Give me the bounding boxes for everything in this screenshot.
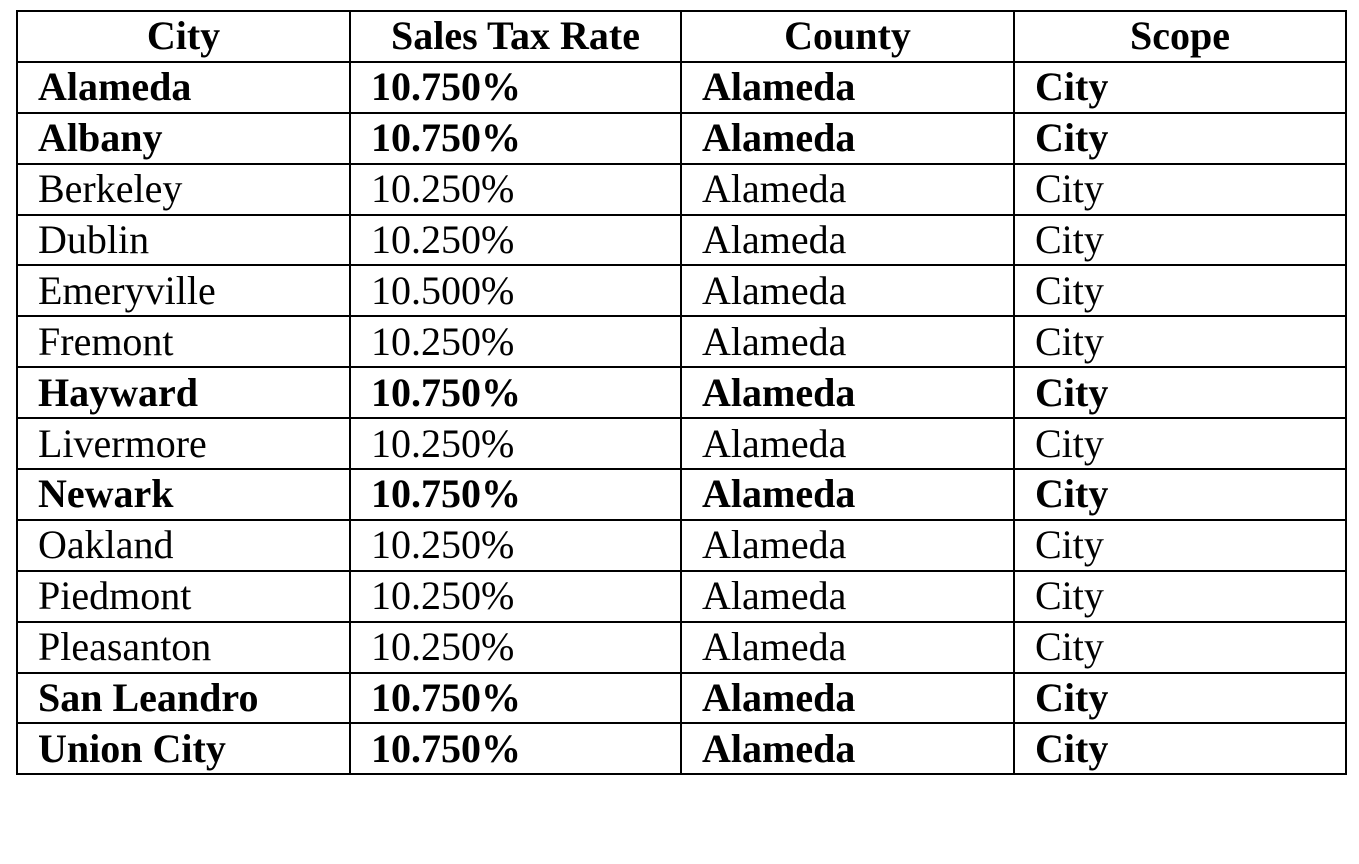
cell-scope: City: [1014, 520, 1346, 571]
header-county: County: [681, 11, 1014, 62]
cell-sales-tax-rate: 10.250%: [350, 571, 681, 622]
table-row: [17, 62, 1346, 113]
table-row: [17, 113, 1346, 164]
cell-scope: City: [1014, 469, 1346, 520]
cell-sales-tax-rate: 10.250%: [350, 520, 681, 571]
table-row: [17, 164, 1346, 215]
cell-sales-tax-rate: 10.750%: [350, 367, 681, 418]
cell-county: Alameda: [681, 520, 1014, 571]
table-header: [17, 11, 1346, 62]
table-row: [17, 571, 1346, 622]
table-body: [17, 62, 1346, 774]
cell-scope: City: [1014, 215, 1346, 266]
cell-city: Dublin: [17, 215, 350, 266]
table-row: [17, 622, 1346, 673]
cell-scope: City: [1014, 367, 1346, 418]
cell-county: Alameda: [681, 622, 1014, 673]
cell-city: San Leandro: [17, 673, 350, 724]
table-row: [17, 469, 1346, 520]
cell-county: Alameda: [681, 164, 1014, 215]
cell-city: Oakland: [17, 520, 350, 571]
table-row: [17, 265, 1346, 316]
cell-county: Alameda: [681, 571, 1014, 622]
cell-sales-tax-rate: 10.250%: [350, 164, 681, 215]
cell-county: Alameda: [681, 418, 1014, 469]
header-row: [17, 11, 1346, 62]
header-scope: Scope: [1014, 11, 1346, 62]
cell-city: Alameda: [17, 62, 350, 113]
cell-sales-tax-rate: 10.500%: [350, 265, 681, 316]
cell-city: Fremont: [17, 316, 350, 367]
sales-tax-table: [16, 10, 1347, 775]
cell-city: Berkeley: [17, 164, 350, 215]
table-row: [17, 520, 1346, 571]
cell-scope: City: [1014, 571, 1346, 622]
cell-county: Alameda: [681, 469, 1014, 520]
table-row: [17, 215, 1346, 266]
cell-scope: City: [1014, 418, 1346, 469]
cell-city: Piedmont: [17, 571, 350, 622]
cell-sales-tax-rate: 10.750%: [350, 113, 681, 164]
cell-city: Livermore: [17, 418, 350, 469]
cell-scope: City: [1014, 723, 1346, 774]
header-sales-tax-rate: Sales Tax Rate: [350, 11, 681, 62]
cell-scope: City: [1014, 673, 1346, 724]
header-city: City: [17, 11, 350, 62]
cell-scope: City: [1014, 316, 1346, 367]
cell-county: Alameda: [681, 215, 1014, 266]
cell-scope: City: [1014, 622, 1346, 673]
cell-county: Alameda: [681, 62, 1014, 113]
cell-sales-tax-rate: 10.250%: [350, 316, 681, 367]
table-row: [17, 367, 1346, 418]
cell-sales-tax-rate: 10.250%: [350, 418, 681, 469]
cell-sales-tax-rate: 10.750%: [350, 469, 681, 520]
cell-county: Alameda: [681, 113, 1014, 164]
cell-scope: City: [1014, 62, 1346, 113]
cell-county: Alameda: [681, 673, 1014, 724]
cell-county: Alameda: [681, 367, 1014, 418]
table-row: [17, 418, 1346, 469]
table-row: [17, 673, 1346, 724]
table-row: [17, 316, 1346, 367]
cell-city: Albany: [17, 113, 350, 164]
cell-sales-tax-rate: 10.250%: [350, 215, 681, 266]
cell-city: Hayward: [17, 367, 350, 418]
cell-city: Newark: [17, 469, 350, 520]
cell-sales-tax-rate: 10.750%: [350, 723, 681, 774]
cell-county: Alameda: [681, 723, 1014, 774]
cell-city: Pleasanton: [17, 622, 350, 673]
cell-sales-tax-rate: 10.250%: [350, 622, 681, 673]
cell-city: Emeryville: [17, 265, 350, 316]
cell-county: Alameda: [681, 316, 1014, 367]
cell-city: Union City: [17, 723, 350, 774]
cell-scope: City: [1014, 113, 1346, 164]
cell-sales-tax-rate: 10.750%: [350, 673, 681, 724]
table-row: [17, 723, 1346, 774]
cell-county: Alameda: [681, 265, 1014, 316]
cell-sales-tax-rate: 10.750%: [350, 62, 681, 113]
cell-scope: City: [1014, 164, 1346, 215]
cell-scope: City: [1014, 265, 1346, 316]
